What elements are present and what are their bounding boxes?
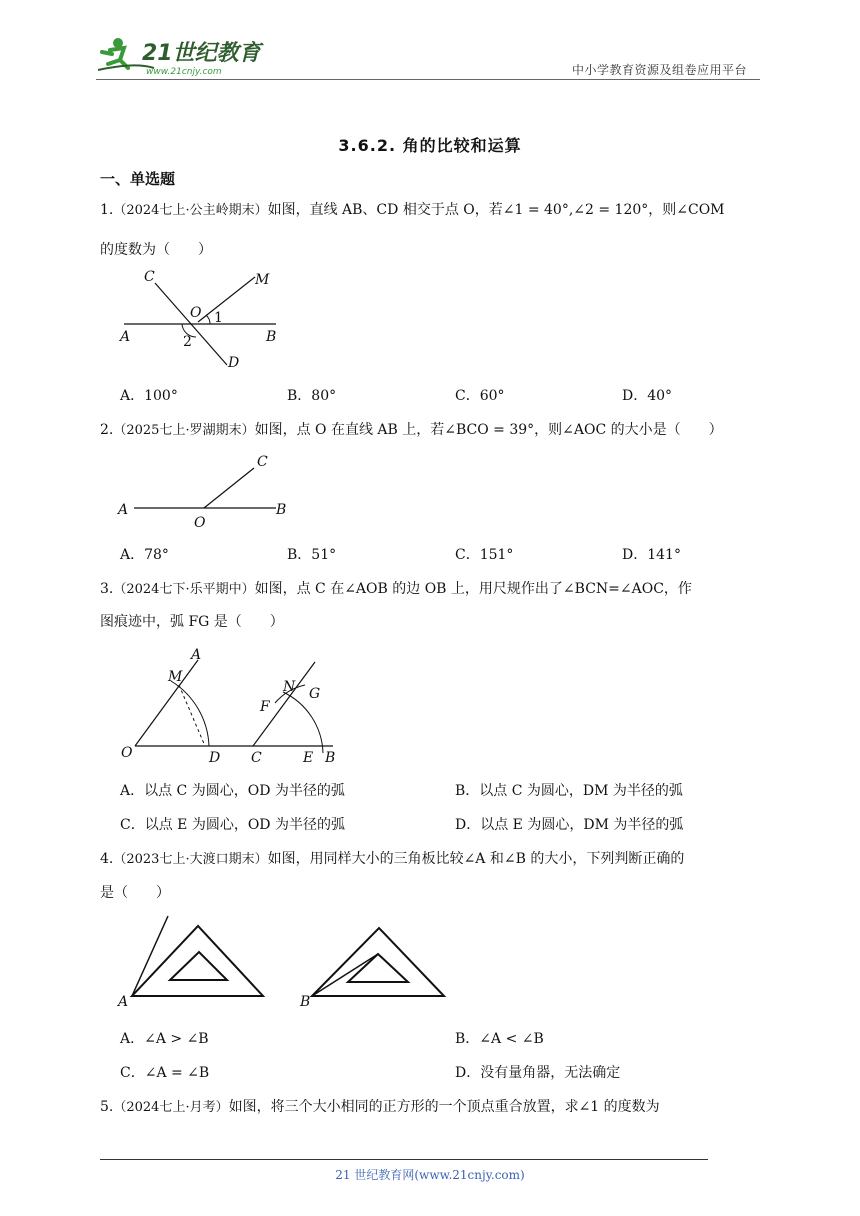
figure-label: A <box>118 994 129 1010</box>
question-4-stem <box>100 849 684 870</box>
question-4-option-c[interactable]: C．∠A = ∠B <box>120 1065 210 1081</box>
figure-label: B <box>266 329 277 345</box>
figure-label: F <box>260 699 270 715</box>
logo-url: www.21cnjy.com <box>146 67 222 77</box>
question-2-option-b[interactable]: B．51° <box>287 547 337 563</box>
figure-label: A <box>191 647 202 663</box>
runner-logo-icon <box>94 34 264 78</box>
figure-label: C <box>251 750 262 766</box>
question-2-option-c[interactable]: C．151° <box>455 547 514 563</box>
figure-label: 2 <box>183 334 192 350</box>
question-1-option-d[interactable]: D．40° <box>622 388 673 404</box>
platform-name: 中小学教育资源及组卷应用平台 <box>572 63 748 77</box>
question-3-option-c[interactable]: C．以点 E 为圆心，OD 为半径的弧 <box>120 817 345 833</box>
question-source: （2024七下·乐平期中） <box>113 582 255 597</box>
page-title: 3.6.2. 角的比较和运算 <box>338 136 522 155</box>
question-source: （2025七上·罗湖期末） <box>113 423 255 438</box>
question-1-option-b[interactable]: B．80° <box>287 388 337 404</box>
question-2-figure <box>110 448 300 530</box>
figure-label: D <box>228 355 240 371</box>
figure-label: O <box>190 305 202 321</box>
question-4-stem-cont: 是（ ） <box>100 885 170 901</box>
figure-label: C <box>257 454 268 470</box>
figure-label: A <box>120 329 131 345</box>
question-text: 如图，直线 AB、CD 相交于点 O，若∠1 = 40°,∠2 = 120°，则∠COM <box>267 202 725 218</box>
question-4-option-b[interactable]: B．∠A < ∠B <box>455 1031 544 1047</box>
question-source: （2024七上·月考） <box>113 1100 229 1115</box>
question-number: 4. <box>100 851 114 867</box>
question-4-figure <box>112 912 492 1012</box>
question-number: 3. <box>100 581 114 597</box>
question-source: （2024七上·公主岭期末） <box>113 203 268 218</box>
question-3-option-b[interactable]: B．以点 C 为圆心，DM 为半径的弧 <box>455 783 683 799</box>
section-heading: 一、单选题 <box>100 170 176 188</box>
question-4-option-a[interactable]: A．∠A > ∠B <box>120 1031 209 1047</box>
figure-label: G <box>309 686 321 702</box>
question-1-stem <box>100 200 725 221</box>
figure-label: 1 <box>214 310 223 326</box>
footer-link[interactable]: 21 世纪教育网(www.21cnjy.com) <box>335 1168 525 1182</box>
figure-label: M <box>255 272 270 288</box>
header-divider <box>96 79 760 80</box>
question-1-stem-cont: 的度数为（ ） <box>100 242 212 258</box>
question-4-option-d[interactable]: D．没有量角器，无法确定 <box>455 1065 621 1081</box>
question-number: 5. <box>100 1099 114 1115</box>
question-5-stem <box>100 1097 660 1118</box>
question-1-option-a[interactable]: A．100° <box>120 388 178 404</box>
question-1-figure <box>110 265 290 375</box>
question-number: 1. <box>100 202 114 218</box>
figure-label: O <box>194 515 206 531</box>
question-2-option-d[interactable]: D．141° <box>622 547 681 563</box>
question-2-stem <box>100 420 723 441</box>
question-text: 如图，点 O 在直线 AB 上，若∠BCO = 39°，则∠AOC 的大小是（ ） <box>254 422 723 438</box>
question-text: 如图，点 C 在∠AOB 的边 OB 上，用尺规作出了∠BCN=∠AOC，作 <box>254 581 692 597</box>
figure-label: M <box>168 669 183 685</box>
site-logo <box>94 34 264 78</box>
figure-label: B <box>276 502 287 518</box>
question-2-option-a[interactable]: A．78° <box>120 547 169 563</box>
figure-label: C <box>144 269 155 285</box>
figure-label: A <box>118 502 129 518</box>
question-source: （2023七上·大渡口期末） <box>113 852 268 867</box>
question-3-option-d[interactable]: D．以点 E 为圆心，DM 为半径的弧 <box>455 817 684 833</box>
figure-label: O <box>121 745 133 761</box>
figure-label: B <box>325 750 336 766</box>
question-3-figure <box>115 645 345 770</box>
question-3-stem-cont: 图痕迹中，弧 FG 是（ ） <box>100 614 284 630</box>
figure-label: D <box>209 750 221 766</box>
figure-label: N <box>283 679 296 695</box>
footer-divider <box>100 1159 708 1160</box>
question-number: 2. <box>100 422 114 438</box>
question-3-stem <box>100 579 692 600</box>
question-3-option-a[interactable]: A．以点 C 为圆心，OD 为半径的弧 <box>120 783 345 799</box>
logo-text: 21世纪教育 <box>142 41 261 66</box>
figure-label: E <box>303 750 314 766</box>
figure-label: B <box>300 994 311 1010</box>
question-text: 如图，用同样大小的三角板比较∠A 和∠B 的大小，下列判断正确的 <box>267 851 685 867</box>
question-text: 如图，将三个大小相同的正方形的一个顶点重合放置，求∠1 的度数为 <box>228 1099 660 1115</box>
question-1-option-c[interactable]: C．60° <box>455 388 505 404</box>
